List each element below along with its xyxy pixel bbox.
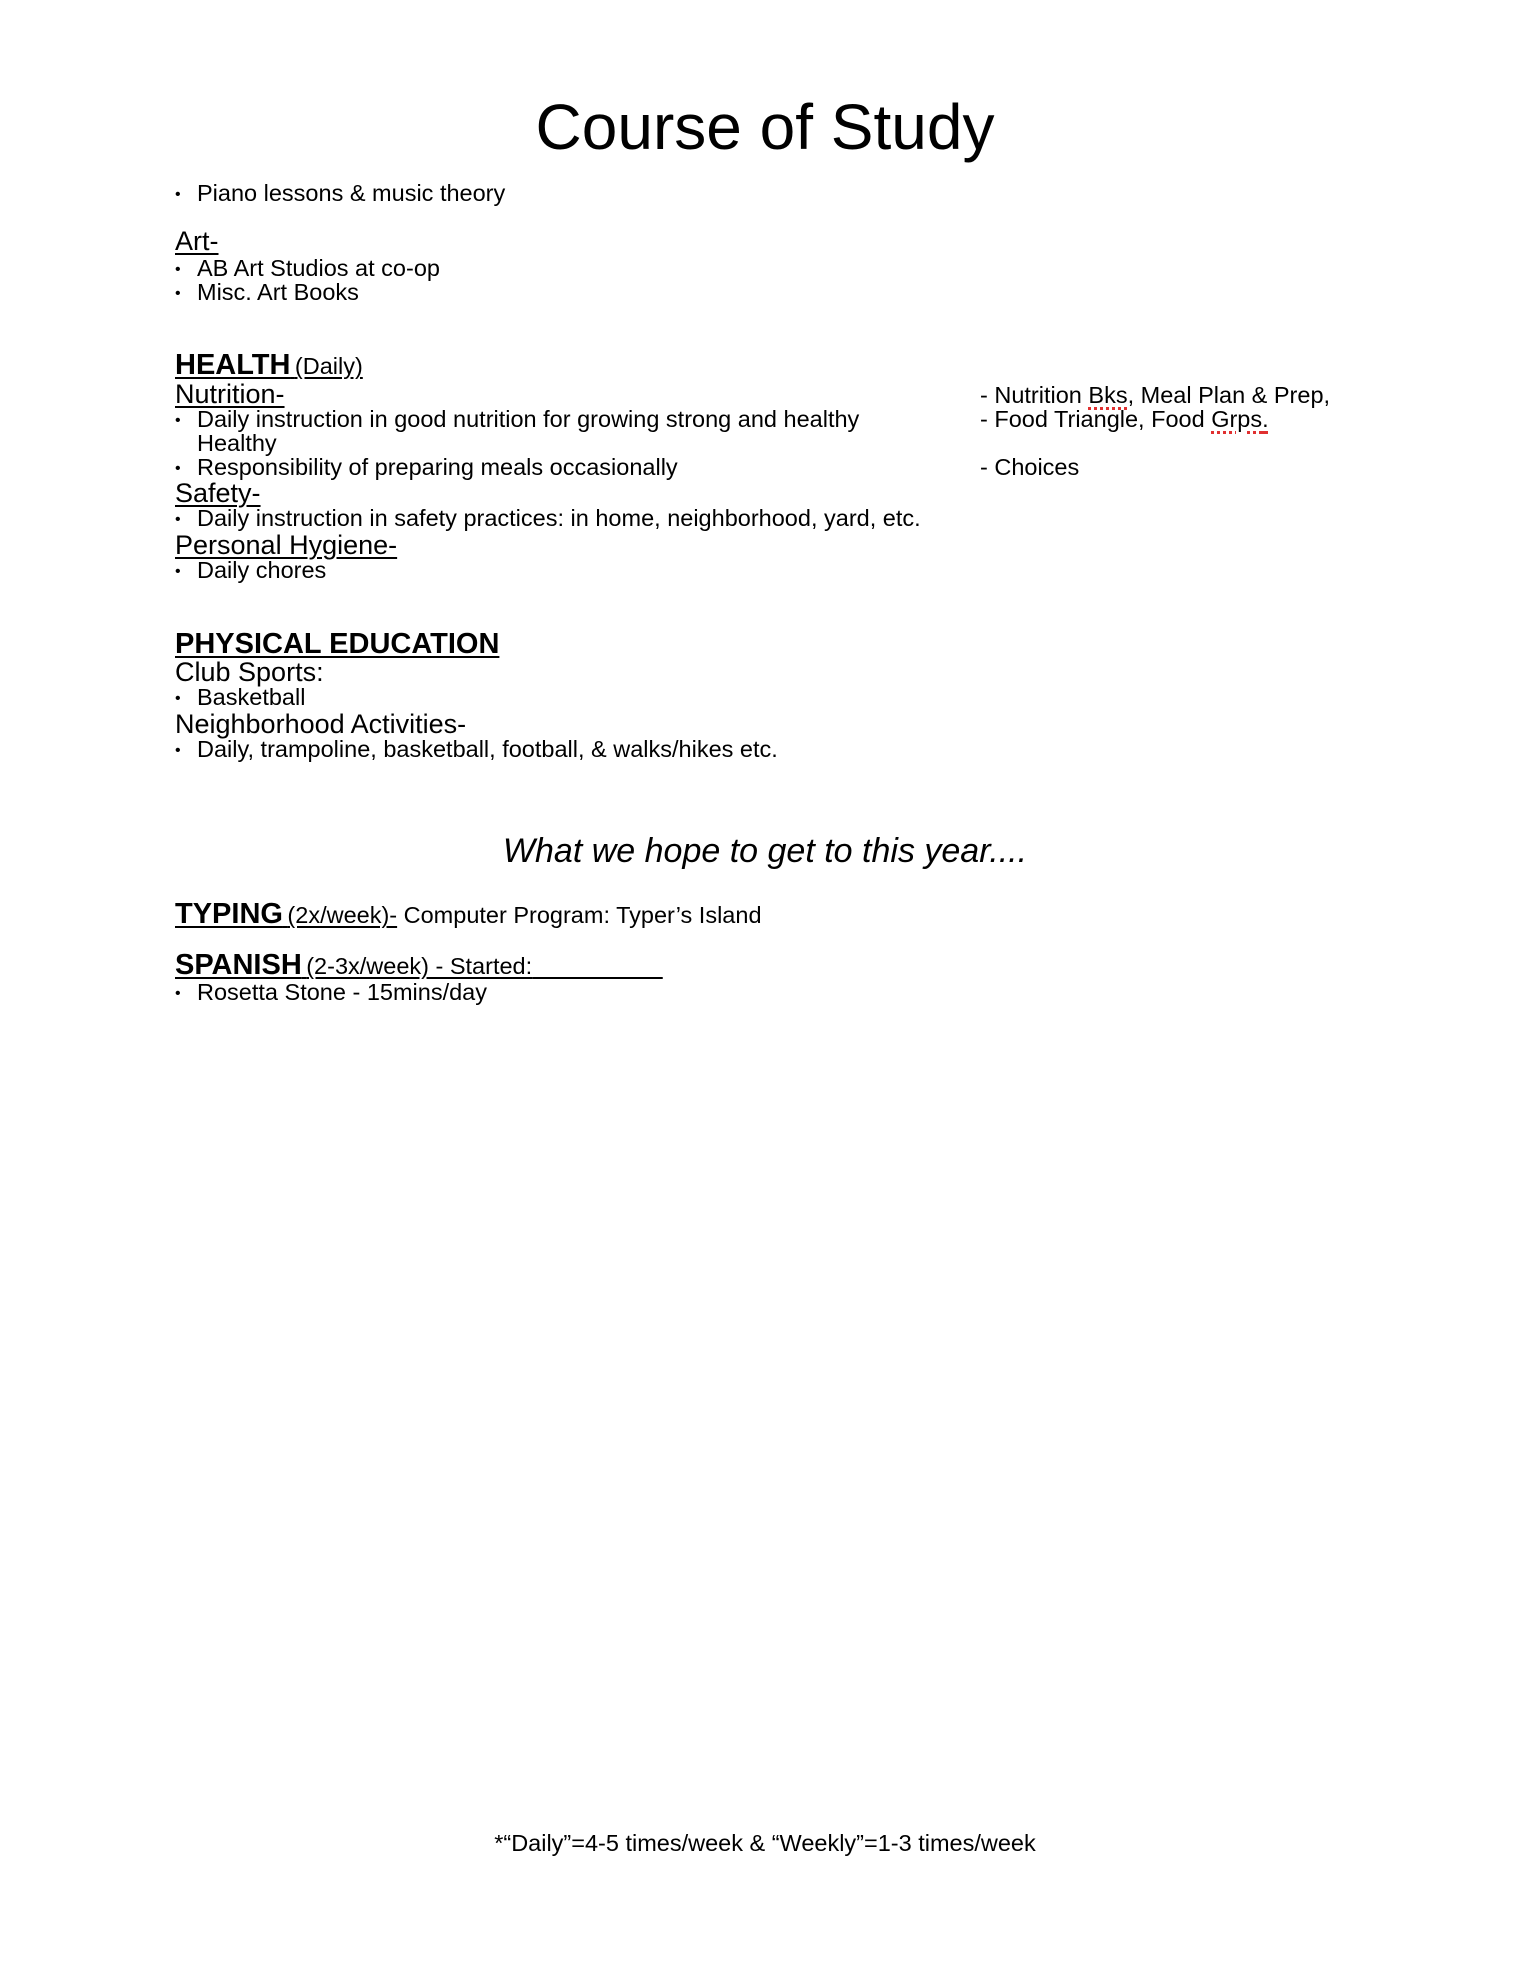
list-item — [175, 507, 921, 531]
resource-text: - Nutrition — [980, 382, 1089, 408]
hope-heading: What we hope to get to this year.... — [502, 832, 1028, 870]
club-sports-heading: Club Sports: — [175, 657, 324, 687]
spellcheck-word: Grps — [1211, 406, 1263, 432]
typing-detail: Computer Program: Typer’s Island — [397, 902, 762, 928]
list-item-continuation: Healthy — [197, 430, 277, 456]
item-text: Daily chores — [197, 557, 327, 583]
item-text: Misc. Art Books — [197, 279, 359, 305]
spanish-frequency: (2-3x/week) - Started: — [306, 953, 533, 979]
nutrition-resources-line-2 — [980, 408, 1269, 432]
list-item — [175, 559, 326, 583]
typing-line — [175, 900, 762, 929]
list-item — [175, 686, 305, 710]
neighborhood-heading: Neighborhood Activities- — [175, 709, 467, 739]
footer-note: *“Daily”=4-5 times/week & “Weekly”=1-3 times/week — [494, 1830, 1036, 1856]
nutrition-resources-line-1 — [980, 384, 1330, 408]
health-heading — [175, 351, 363, 380]
list-item — [175, 257, 440, 281]
item-text: Rosetta Stone - 15mins/day — [197, 979, 487, 1005]
resource-text: - Food Triangle, Food — [980, 406, 1212, 432]
spanish-line — [175, 951, 663, 980]
item-text: Basketball — [197, 684, 306, 710]
resource-text: . — [1262, 406, 1269, 432]
item-text: Piano lessons & music theory — [197, 180, 506, 206]
list-item — [175, 456, 678, 480]
typing-title: TYPING — [175, 898, 283, 930]
spanish-title: SPANISH — [175, 949, 302, 981]
list-item — [175, 738, 778, 762]
health-title: HEALTH — [175, 349, 291, 381]
typing-frequency: (2x/week)- — [287, 902, 398, 928]
page-title: Course of Study — [535, 91, 995, 163]
nutrition-resources-line-3: - Choices — [980, 454, 1080, 480]
item-text: AB Art Studios at co-op — [197, 255, 440, 281]
art-heading: Art- — [175, 226, 219, 256]
list-item — [175, 408, 859, 432]
list-item — [175, 281, 359, 305]
started-blank — [532, 953, 663, 979]
safety-heading: Safety- — [175, 478, 261, 508]
item-text: Daily instruction in good nutrition for growing strong and healthy — [197, 406, 860, 432]
hygiene-heading: Personal Hygiene- — [175, 530, 398, 560]
list-item — [175, 182, 505, 206]
health-frequency: (Daily) — [294, 353, 363, 379]
pe-heading: PHYSICAL EDUCATION — [175, 628, 500, 660]
resource-text: , Meal Plan & Prep, — [1127, 382, 1331, 408]
typing-label — [175, 898, 398, 930]
spellcheck-word: Bks — [1088, 382, 1128, 408]
item-text: Daily instruction in safety practices: in home, neighborhood, yard, etc. — [197, 505, 921, 531]
list-item — [175, 981, 487, 1005]
item-text: Responsibility of preparing meals occasionally — [197, 454, 678, 480]
item-text: Daily, trampoline, basketball, football, & walks/hikes etc. — [197, 736, 778, 762]
nutrition-heading: Nutrition- — [175, 379, 285, 409]
